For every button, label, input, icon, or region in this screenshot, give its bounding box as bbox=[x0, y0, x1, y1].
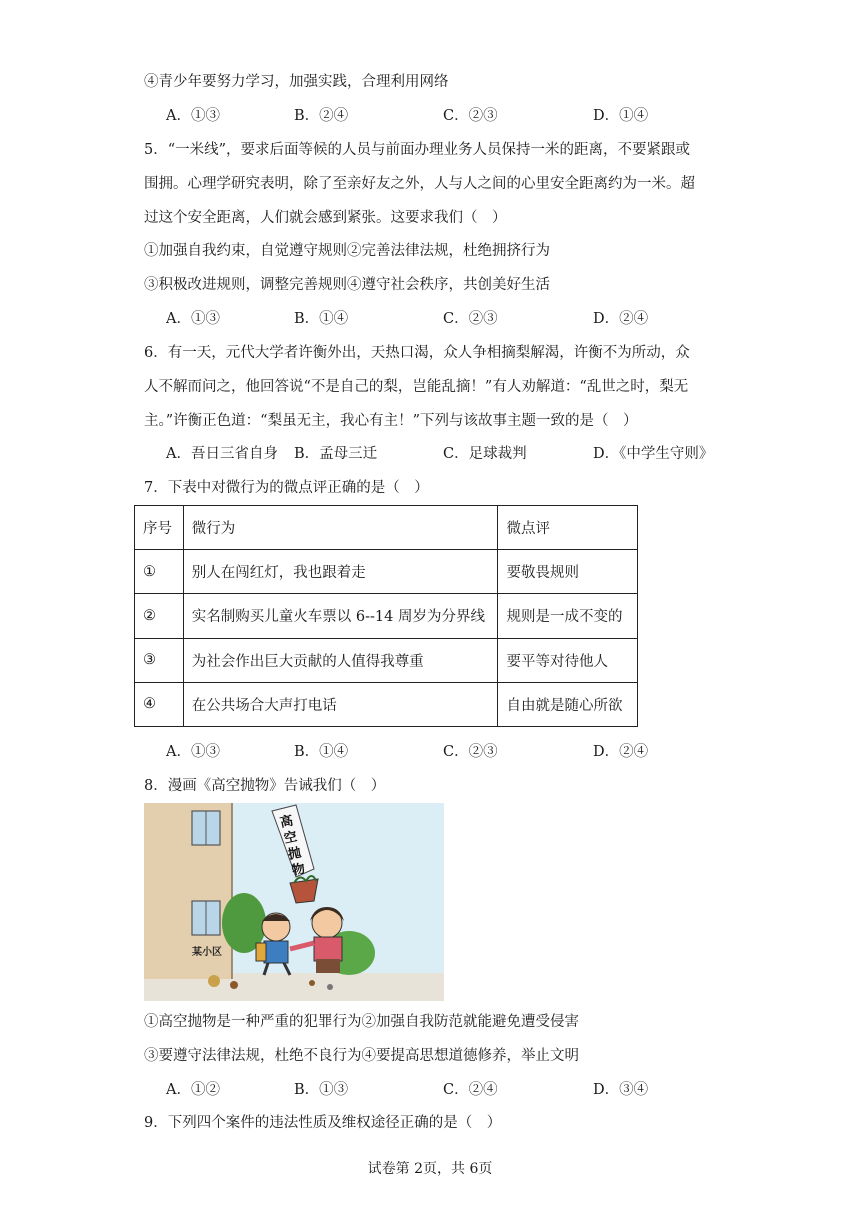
q4-option-d[interactable]: D．①④ bbox=[593, 108, 649, 124]
q7-options bbox=[166, 742, 726, 762]
table-row bbox=[135, 638, 638, 682]
table-cell: 要平等对待他人 bbox=[498, 638, 638, 682]
building-sign: 某小区 bbox=[192, 947, 222, 958]
q5-items-line-1: ①加强自我约束，自觉遵守规则②完善法律法规，杜绝拥挤行为 bbox=[144, 243, 550, 259]
table-cell: ④ bbox=[135, 682, 184, 726]
table-cell: ① bbox=[135, 550, 184, 594]
q8-options bbox=[166, 1080, 726, 1100]
q4-options bbox=[166, 106, 726, 126]
q8-option-c[interactable]: C．②④ bbox=[443, 1082, 498, 1098]
table-header-row bbox=[135, 506, 638, 550]
q5-options bbox=[166, 309, 726, 329]
banner-char-1: 高 bbox=[278, 813, 295, 831]
table-row bbox=[135, 594, 638, 638]
q8-items-line-2: ③要遵守法律法规，杜绝不良行为④要提高思想道德修养，举止文明 bbox=[144, 1048, 579, 1064]
q5-stem-line-1: 5．“一米线”，要求后面等候的人员与前面办理业务人员保持一米的距离，不要紧跟或 bbox=[144, 142, 691, 158]
q4-option-b[interactable]: B．②④ bbox=[294, 108, 349, 124]
micro-behavior-table bbox=[134, 505, 638, 727]
q5-stem-line-3: 过这个安全距离，人们就会感到紧张。这要求我们（ ） bbox=[144, 210, 507, 226]
q5-option-d[interactable]: D．②④ bbox=[593, 311, 649, 327]
q6-option-d[interactable]: D．《中学生守则》 bbox=[593, 446, 714, 462]
table-cell: 自由就是随心所欲 bbox=[498, 682, 638, 726]
table-row bbox=[135, 550, 638, 594]
table-header-cell: 微行为 bbox=[183, 506, 498, 550]
q8-items-line-1: ①高空抛物是一种严重的犯罪行为②加强自我防范就能避免遭受侵害 bbox=[144, 1014, 579, 1030]
q6-stem-line-3: 主。”许衡正色道：“梨虽无主，我心有主！”下列与该故事主题一致的是（ ） bbox=[144, 413, 638, 429]
table-row bbox=[135, 682, 638, 726]
table-cell: ② bbox=[135, 594, 184, 638]
q4-option-c[interactable]: C．②③ bbox=[443, 108, 498, 124]
q6-option-b[interactable]: B．孟母三迁 bbox=[294, 446, 378, 462]
q9-stem: 9．下列四个案件的违法性质及维权途径正确的是（ ） bbox=[144, 1115, 502, 1131]
q5-stem-line-2: 围拥。心理学研究表明，除了至亲好友之外，人与人之间的心里安全距离约为一米。超 bbox=[144, 176, 695, 192]
q7-option-c[interactable]: C．②③ bbox=[443, 744, 498, 760]
q8-option-a[interactable]: A．①② bbox=[166, 1082, 220, 1098]
q5-option-a[interactable]: A．①③ bbox=[166, 311, 220, 327]
table-cell: 实名制购买儿童火车票以 6--14 周岁为分界线 bbox=[183, 594, 498, 638]
table-cell: 在公共场合大声打电话 bbox=[183, 682, 498, 726]
table-cell: ③ bbox=[135, 638, 184, 682]
table-cell: 规则是一成不变的 bbox=[498, 594, 638, 638]
banner-char-2: 空 bbox=[282, 829, 299, 847]
falling-object-cartoon bbox=[144, 803, 444, 1001]
q5-items-line-2: ③积极改进规则，调整完善规则④遵守社会秩序，共创美好生活 bbox=[144, 277, 550, 293]
q4-item-4: ④青少年要努力学习，加强实践，合理利用网络 bbox=[144, 74, 449, 90]
q6-stem-line-2: 人不解而问之，他回答说“不是自己的梨，岂能乱摘！”有人劝解道：“乱世之时，梨无 bbox=[144, 379, 689, 395]
banner-char-4: 物 bbox=[290, 861, 307, 879]
q5-option-b[interactable]: B．①④ bbox=[294, 311, 349, 327]
q7-option-d[interactable]: D．②④ bbox=[593, 744, 649, 760]
table-cell: 别人在闯红灯，我也跟着走 bbox=[183, 550, 498, 594]
page-footer: 试卷第 2页，共 6页 bbox=[367, 1161, 493, 1177]
q7-stem: 7．下表中对微行为的微点评正确的是（ ） bbox=[144, 480, 429, 496]
q6-options bbox=[166, 444, 726, 464]
q5-option-c[interactable]: C．②③ bbox=[443, 311, 498, 327]
q8-option-d[interactable]: D．③④ bbox=[593, 1082, 649, 1098]
q7-option-a[interactable]: A．①③ bbox=[166, 744, 220, 760]
q6-stem-line-1: 6．有一天，元代大学者许衡外出，天热口渴，众人争相摘梨解渴，许衡不为所动，众 bbox=[144, 345, 690, 361]
table-cell: 要敬畏规则 bbox=[498, 550, 638, 594]
table-header-cell: 微点评 bbox=[498, 506, 638, 550]
q6-option-c[interactable]: C．足球裁判 bbox=[443, 446, 527, 462]
table-cell: 为社会作出巨大贡献的人值得我尊重 bbox=[183, 638, 498, 682]
q8-stem: 8．漫画《高空抛物》告诫我们（ ） bbox=[144, 778, 386, 794]
banner-char-3: 抛 bbox=[286, 845, 303, 863]
q6-option-a[interactable]: A．吾日三省自身 bbox=[166, 446, 278, 462]
q4-option-a[interactable]: A．①③ bbox=[166, 108, 220, 124]
q7-option-b[interactable]: B．①④ bbox=[294, 744, 349, 760]
table-header-cell: 序号 bbox=[135, 506, 184, 550]
q8-option-b[interactable]: B．①③ bbox=[294, 1082, 349, 1098]
